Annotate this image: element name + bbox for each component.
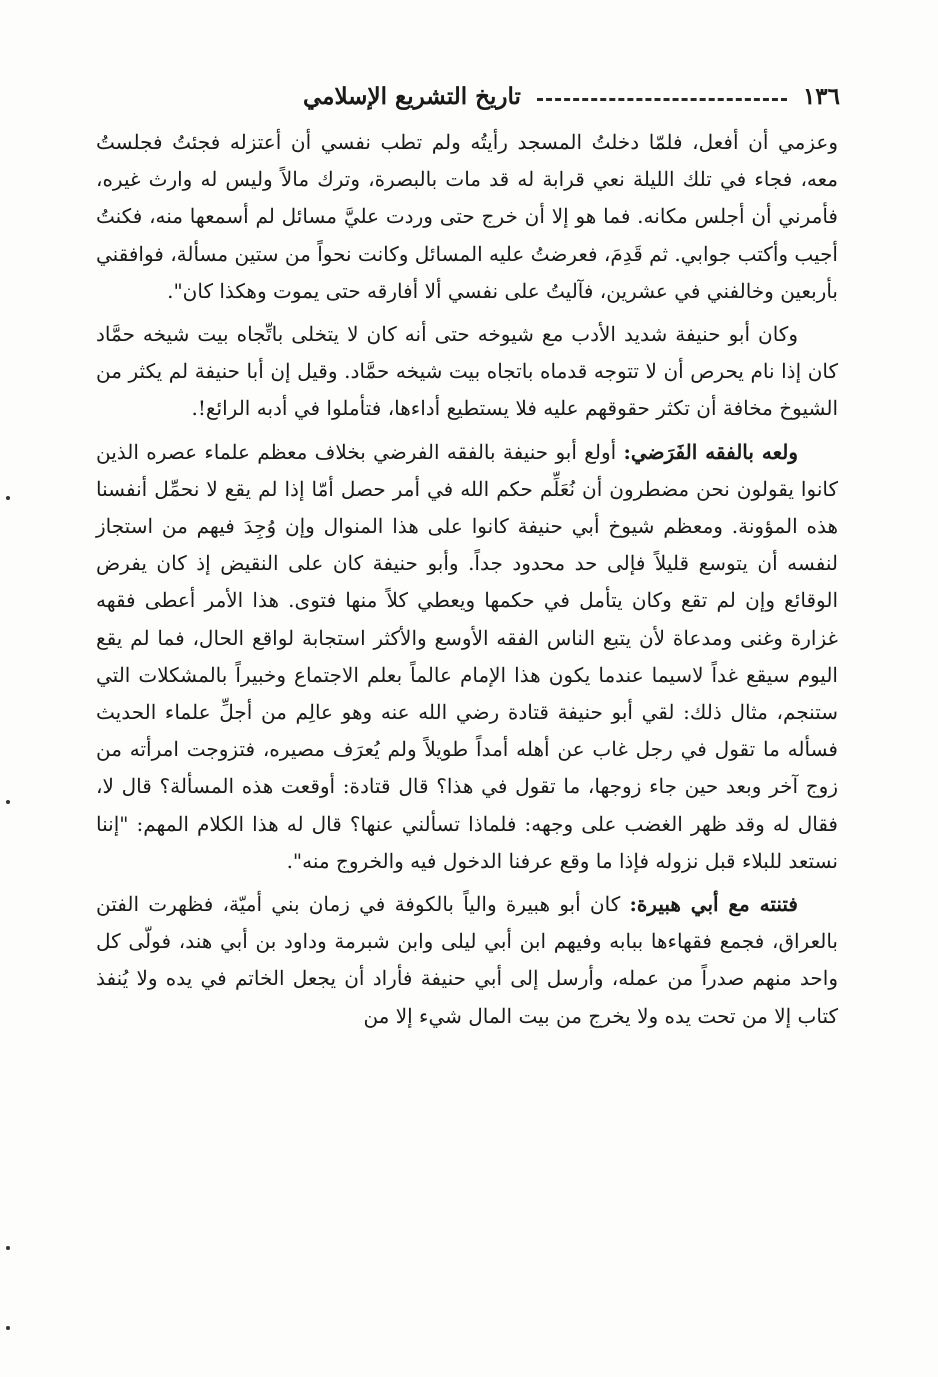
scan-edge-mark bbox=[6, 1326, 10, 1330]
paragraph-text: وكان أبو حنيفة شديد الأدب مع شيوخه حتى أنه كان لا يتخلى باتِّجاه بيت شيخه حمَّاد كان إذا نام يحرص أن لا تتوجه قدماه باتجاه بيت شيخه حمَّاد. وقيل إن أبا حنيفة لم يكثر من الشيوخ مخافة أن تكثر حقوقهم عليه فلا يستطيع أداءها، فتأملوا في أدبه الرائع!. bbox=[96, 322, 838, 421]
section-heading-abu-hubayra: فتنته مع أبي هبيرة: bbox=[629, 892, 798, 917]
scan-edge-mark bbox=[6, 800, 10, 804]
paragraph-4 bbox=[96, 886, 838, 1035]
paragraph-3 bbox=[96, 434, 838, 880]
paragraph-1 bbox=[96, 124, 838, 310]
page-body bbox=[96, 124, 838, 1041]
paragraph-text: أولع أبو حنيفة بالفقه الفرضي بخلاف معظم علماء عصره الذين كانوا يقولون نحن مضطرون أن نُعَلِّم حكم الله في أمر حصل أمّا إذا لم يقع لا نحمِّل أنفسنا هذه المؤونة. ومعظم شيوخ أبي حنيفة كانوا على هذا المنوال وإن وُجِدَ فيهم من استجاز لنفسه أن يتوسع قليلاً فإلى حد محدود جداً. وأبو حنيفة كان على النقيض إذ كان يفرض الوقائع وإن لم تقع وكان يتأمل في حكمها ويعطي كلاً منها فتوى. هذا الأمر أعطى فقهه غزارة وغنى ومدعاة لأن يتبع الناس الفقه الأوسع والأكثر استجابة لواقع الحال، فما لم يقع اليوم سيقع غداً لاسيما عندما يكون هذا الإمام عالماً بعلم الاجتماع وخبيراً بالمشكلات التي ستنجم، مثال ذلك: لقي أبو حنيفة قتادة رضي الله عنه وهو عالِم من أجلِّ علماء الحديث فسأله ما تقول في رجل غاب عن أهله أمداً طويلاً ولم يُعرَف مصيره، فتزوجت امرأته من زوج آخر وبعد حين جاء زوجها، ما تقول في هذا؟ قال قتادة: أوقعت هذه المسألة؟ قال لا، فقال له وقد ظهر الغضب على وجهه: فلماذا تسألني عنها؟ قال له هذا الكلام المهم: "إننا نستعد للبلاء قبل نزوله فإذا ما وقع عرفنا الدخول فيه والخروج منه". bbox=[96, 439, 838, 873]
section-heading-fiqh-fardi: ولعه بالفقه الفَرَضي: bbox=[623, 439, 798, 464]
scan-edge-mark bbox=[6, 1246, 10, 1250]
header-dashed-rule bbox=[537, 98, 787, 101]
scan-edge-mark bbox=[6, 496, 10, 500]
paragraph-2 bbox=[96, 316, 838, 428]
running-title: تاريخ التشريع الإسلامي bbox=[302, 83, 521, 110]
paragraph-text: كان أبو هبيرة والياً بالكوفة في زمان بني أميّة، فظهرت الفتن بالعراق، فجمع فقهاءها ببابه وفيهم ابن أبي ليلى وابن شبرمة وداود بن أبي هند، فولّى كل واحد منهم صدراً من عمله، وأرسل إلى أبي حنيفة فأراد أن يجعل الخاتم في يده ولا يُنفذ كتاب إلا من تحت يده ولا يخرج من بيت المال شيء إلا من bbox=[96, 892, 838, 1028]
page-header bbox=[92, 70, 844, 110]
page-number: ١٣٦ bbox=[802, 83, 840, 110]
paragraph-text: وعزمي أن أفعل، فلمّا دخلتُ المسجد رأيتُه ولم تطب نفسي أن أعتزله فجئتُ فجلستُ معه، فجاء في تلك الليلة نعي قرابة له قد مات بالبصرة، وترك مالاً وليس له وارث غيره، فأمرني أن أجلس مكانه. فما هو إلا أن خرج حتى وردت عليَّ مسائل لم أسمعها منه، فكنتُ أجيب وأكتب جوابي. ثم قَدِمَ، فعرضتُ عليه المسائل وكانت نحواً من ستين مسألة، فوافقني بأربعين وخالفني في عشرين، فآليتُ على نفسي ألا أفارقه حتى يموت وهكذا كان". bbox=[96, 130, 839, 303]
